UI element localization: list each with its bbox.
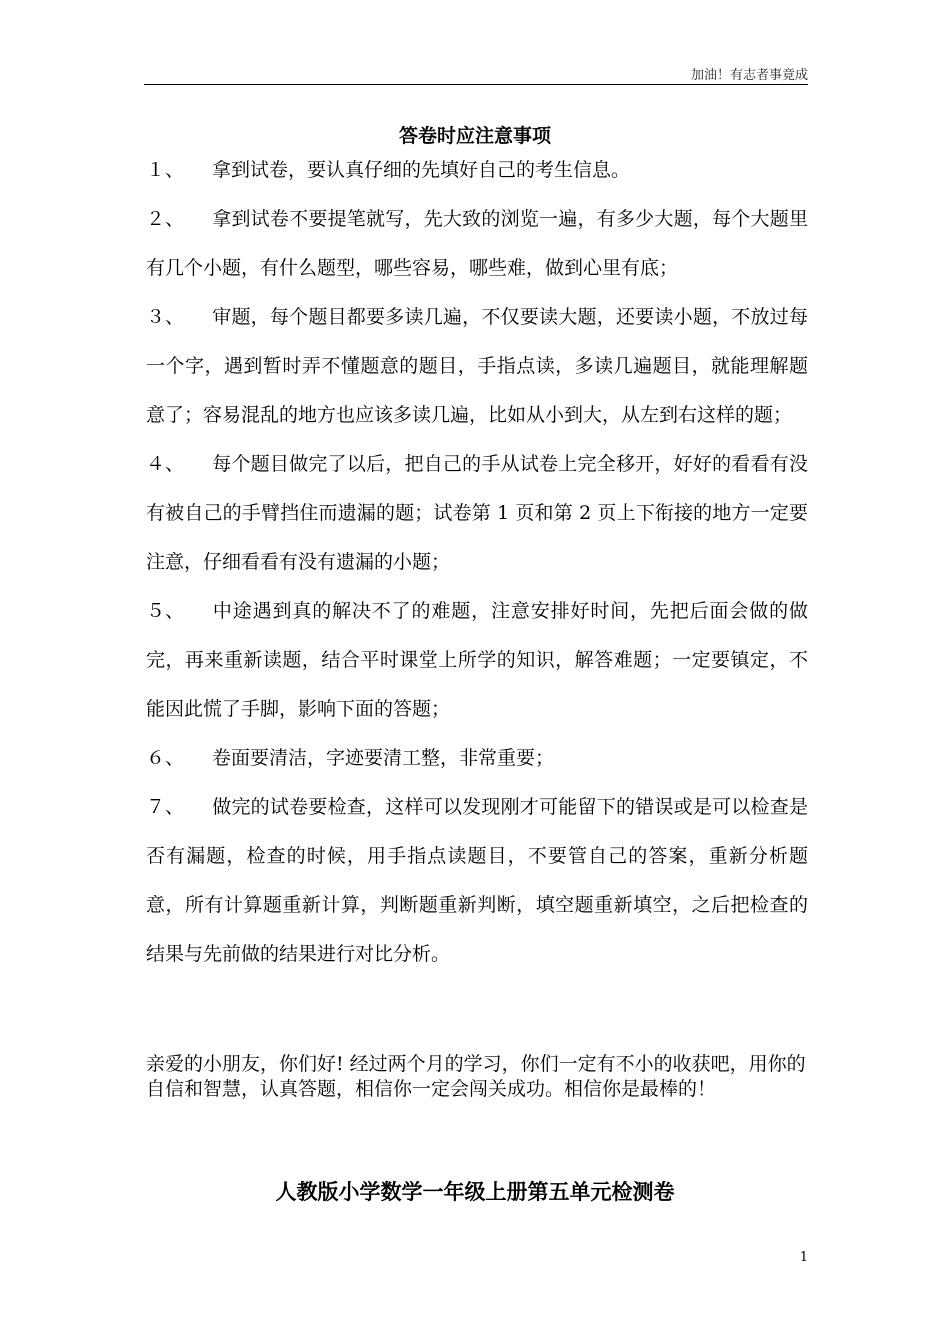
- intro-paragraph: 亲爱的小朋友，你们好! 经过两个月的学习，你们一定有不小的收获吧，用你的自信和智慧，认真答题，相信你一定会闯关成功。相信你是最棒的！: [146, 1053, 806, 1100]
- note-number: ５、: [146, 600, 185, 622]
- note-text: 拿到试卷不要提笔就写，先大致的浏览一遍，有多少大题，每个大题里有几个小题，有什么题型，哪些容易，哪些难，做到心里有底；: [146, 208, 808, 279]
- page-title: 答卷时应注意事项: [398, 125, 551, 147]
- page-number: 1: [799, 1250, 808, 1265]
- test-title: 人教版小学数学一年级上册第五单元检测卷: [275, 1180, 675, 1204]
- note-number: ２、: [146, 208, 185, 230]
- note-text: 审题，每个题目都要多读几遍，不仅要读大题，还要读小题，不放过每一个字，遇到暂时弄不懂题意的题目，手指点读，多读几遍题目，就能理解题意了；容易混乱的地方也应该多读几遍，比如从小到大，从左到右这样的题；: [146, 306, 808, 426]
- note-text: 卷面要清洁，字迹要清工整，非常重要；: [212, 747, 555, 769]
- note-item-3: [146, 293, 808, 440]
- note-number: ６、: [146, 747, 185, 769]
- note-number: １、: [146, 159, 185, 181]
- note-item-2: [146, 195, 808, 293]
- notes-list: [146, 146, 808, 979]
- header-motto: 加油！有志者事竟成: [690, 68, 808, 83]
- note-text: 做完的试卷要检查，这样可以发现刚才可能留下的错误或是可以检查是否有漏题，检查的时候，用手指点读题目，不要管自己的答案，重新分析题意，所有计算题重新计算，判断题重新判断，填空题重新填空，之后把检查的结果与先前做的结果进行对比分析。: [146, 796, 808, 965]
- note-text: 拿到试卷，要认真仔细的先填好自己的考生信息。: [212, 159, 631, 181]
- note-item-4: [146, 440, 808, 587]
- note-item-5: [146, 587, 808, 734]
- note-number: ３、: [146, 306, 185, 328]
- note-number: ７、: [146, 796, 185, 818]
- note-item-6: [146, 734, 808, 783]
- header-divider: [144, 84, 808, 85]
- note-item-1: [146, 146, 808, 195]
- note-number: ４、: [146, 453, 185, 475]
- note-item-7: [146, 783, 808, 979]
- note-text: 每个题目做完了以后，把自己的手从试卷上完全移开，好好的看看有没有被自己的手臂挡住而遗漏的题；试卷第 1 页和第 2 页上下衔接的地方一定要注意，仔细看看有没有遗漏的小题；: [146, 453, 808, 573]
- note-text: 中途遇到真的解决不了的难题，注意安排好时间，先把后面会做的做完，再来重新读题，结合平时课堂上所学的知识，解答难题；一定要镇定，不能因此慌了手脚，影响下面的答题；: [146, 600, 808, 720]
